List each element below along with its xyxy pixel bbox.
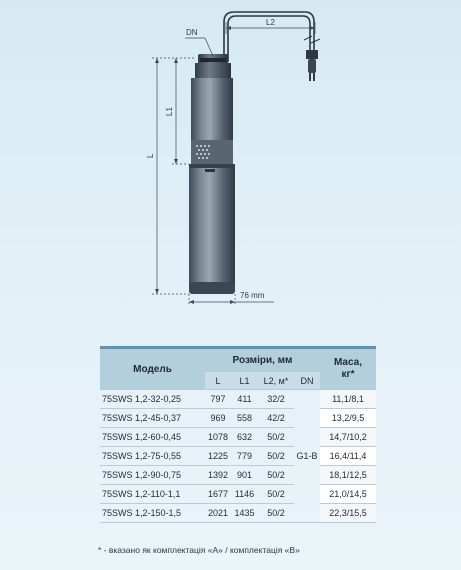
cell-L2: 42/2 bbox=[258, 409, 294, 428]
header-L: L bbox=[205, 372, 231, 390]
l-label: L bbox=[146, 153, 155, 158]
cell-L2: 50/2 bbox=[258, 485, 294, 504]
cell-L: 2021 bbox=[205, 504, 231, 523]
cell-mass: 21,0/14,5 bbox=[320, 485, 376, 504]
cell-L1: 779 bbox=[231, 447, 258, 466]
cell-L: 1392 bbox=[205, 466, 231, 485]
cell-model: 75SWS 1,2-60-0,45 bbox=[100, 428, 205, 447]
header-L2: L2, м* bbox=[258, 372, 294, 390]
l2-label: L2 bbox=[266, 18, 275, 27]
table-row bbox=[100, 504, 376, 523]
mass-header-line1: Маса, bbox=[333, 357, 363, 368]
cell-mass: 16,4/11,4 bbox=[320, 447, 376, 466]
footnote: * - вказано як комплектація «А» / комплектація «В» bbox=[98, 545, 300, 555]
cell-mass: 11,1/8,1 bbox=[320, 390, 376, 409]
cell-mass: 14,7/10,2 bbox=[320, 428, 376, 447]
cell-model: 75SWS 1,2-75-0,55 bbox=[100, 447, 205, 466]
cell-model: 75SWS 1,2-150-1,5 bbox=[100, 504, 205, 523]
cell-L1: 632 bbox=[231, 428, 258, 447]
table-row bbox=[100, 390, 376, 409]
cell-L: 1677 bbox=[205, 485, 231, 504]
mass-header-line2: кг* bbox=[341, 369, 355, 380]
header-L1: L1 bbox=[231, 372, 258, 390]
cell-L: 969 bbox=[205, 409, 231, 428]
cell-L1: 411 bbox=[231, 390, 258, 409]
cell-DN: G1-B bbox=[294, 390, 320, 523]
dn-label: DN bbox=[186, 28, 198, 37]
cell-L2: 50/2 bbox=[258, 466, 294, 485]
cell-model: 75SWS 1,2-45-0,37 bbox=[100, 409, 205, 428]
table-row bbox=[100, 485, 376, 504]
cell-L: 797 bbox=[205, 390, 231, 409]
l1-label: L1 bbox=[165, 107, 174, 116]
table-row bbox=[100, 466, 376, 485]
cell-model: 75SWS 1,2-90-0,75 bbox=[100, 466, 205, 485]
pump-intake bbox=[191, 140, 233, 164]
cell-L2: 50/2 bbox=[258, 428, 294, 447]
cell-L1: 1146 bbox=[231, 485, 258, 504]
cell-L: 1225 bbox=[205, 447, 231, 466]
cell-L1: 1435 bbox=[231, 504, 258, 523]
cable-break-marks bbox=[304, 36, 320, 43]
cell-mass: 18,1/12,5 bbox=[320, 466, 376, 485]
cell-L: 1078 bbox=[205, 428, 231, 447]
cell-L2: 32/2 bbox=[258, 390, 294, 409]
cell-model: 75SWS 1,2-110-1,1 bbox=[100, 485, 205, 504]
cell-L2: 50/2 bbox=[258, 447, 294, 466]
cell-L1: 558 bbox=[231, 409, 258, 428]
table-row bbox=[100, 447, 376, 466]
cell-mass: 22,3/15,5 bbox=[320, 504, 376, 523]
diameter-label: 76 mm bbox=[240, 291, 265, 300]
pump-outlet bbox=[195, 54, 231, 79]
cell-model: 75SWS 1,2-32-0,25 bbox=[100, 390, 205, 409]
cell-L2: 50/2 bbox=[258, 504, 294, 523]
spec-table bbox=[100, 346, 376, 523]
pump-motor-body bbox=[189, 164, 235, 292]
header-DN: DN bbox=[294, 372, 320, 390]
cell-mass: 13,2/9,5 bbox=[320, 409, 376, 428]
dimensions-header: Розміри, мм bbox=[205, 348, 320, 372]
table-row bbox=[100, 409, 376, 428]
table-row bbox=[100, 428, 376, 447]
plug-icon bbox=[306, 50, 318, 81]
model-header: Модель bbox=[100, 348, 205, 390]
mass-header bbox=[320, 348, 376, 390]
cell-L1: 901 bbox=[231, 466, 258, 485]
